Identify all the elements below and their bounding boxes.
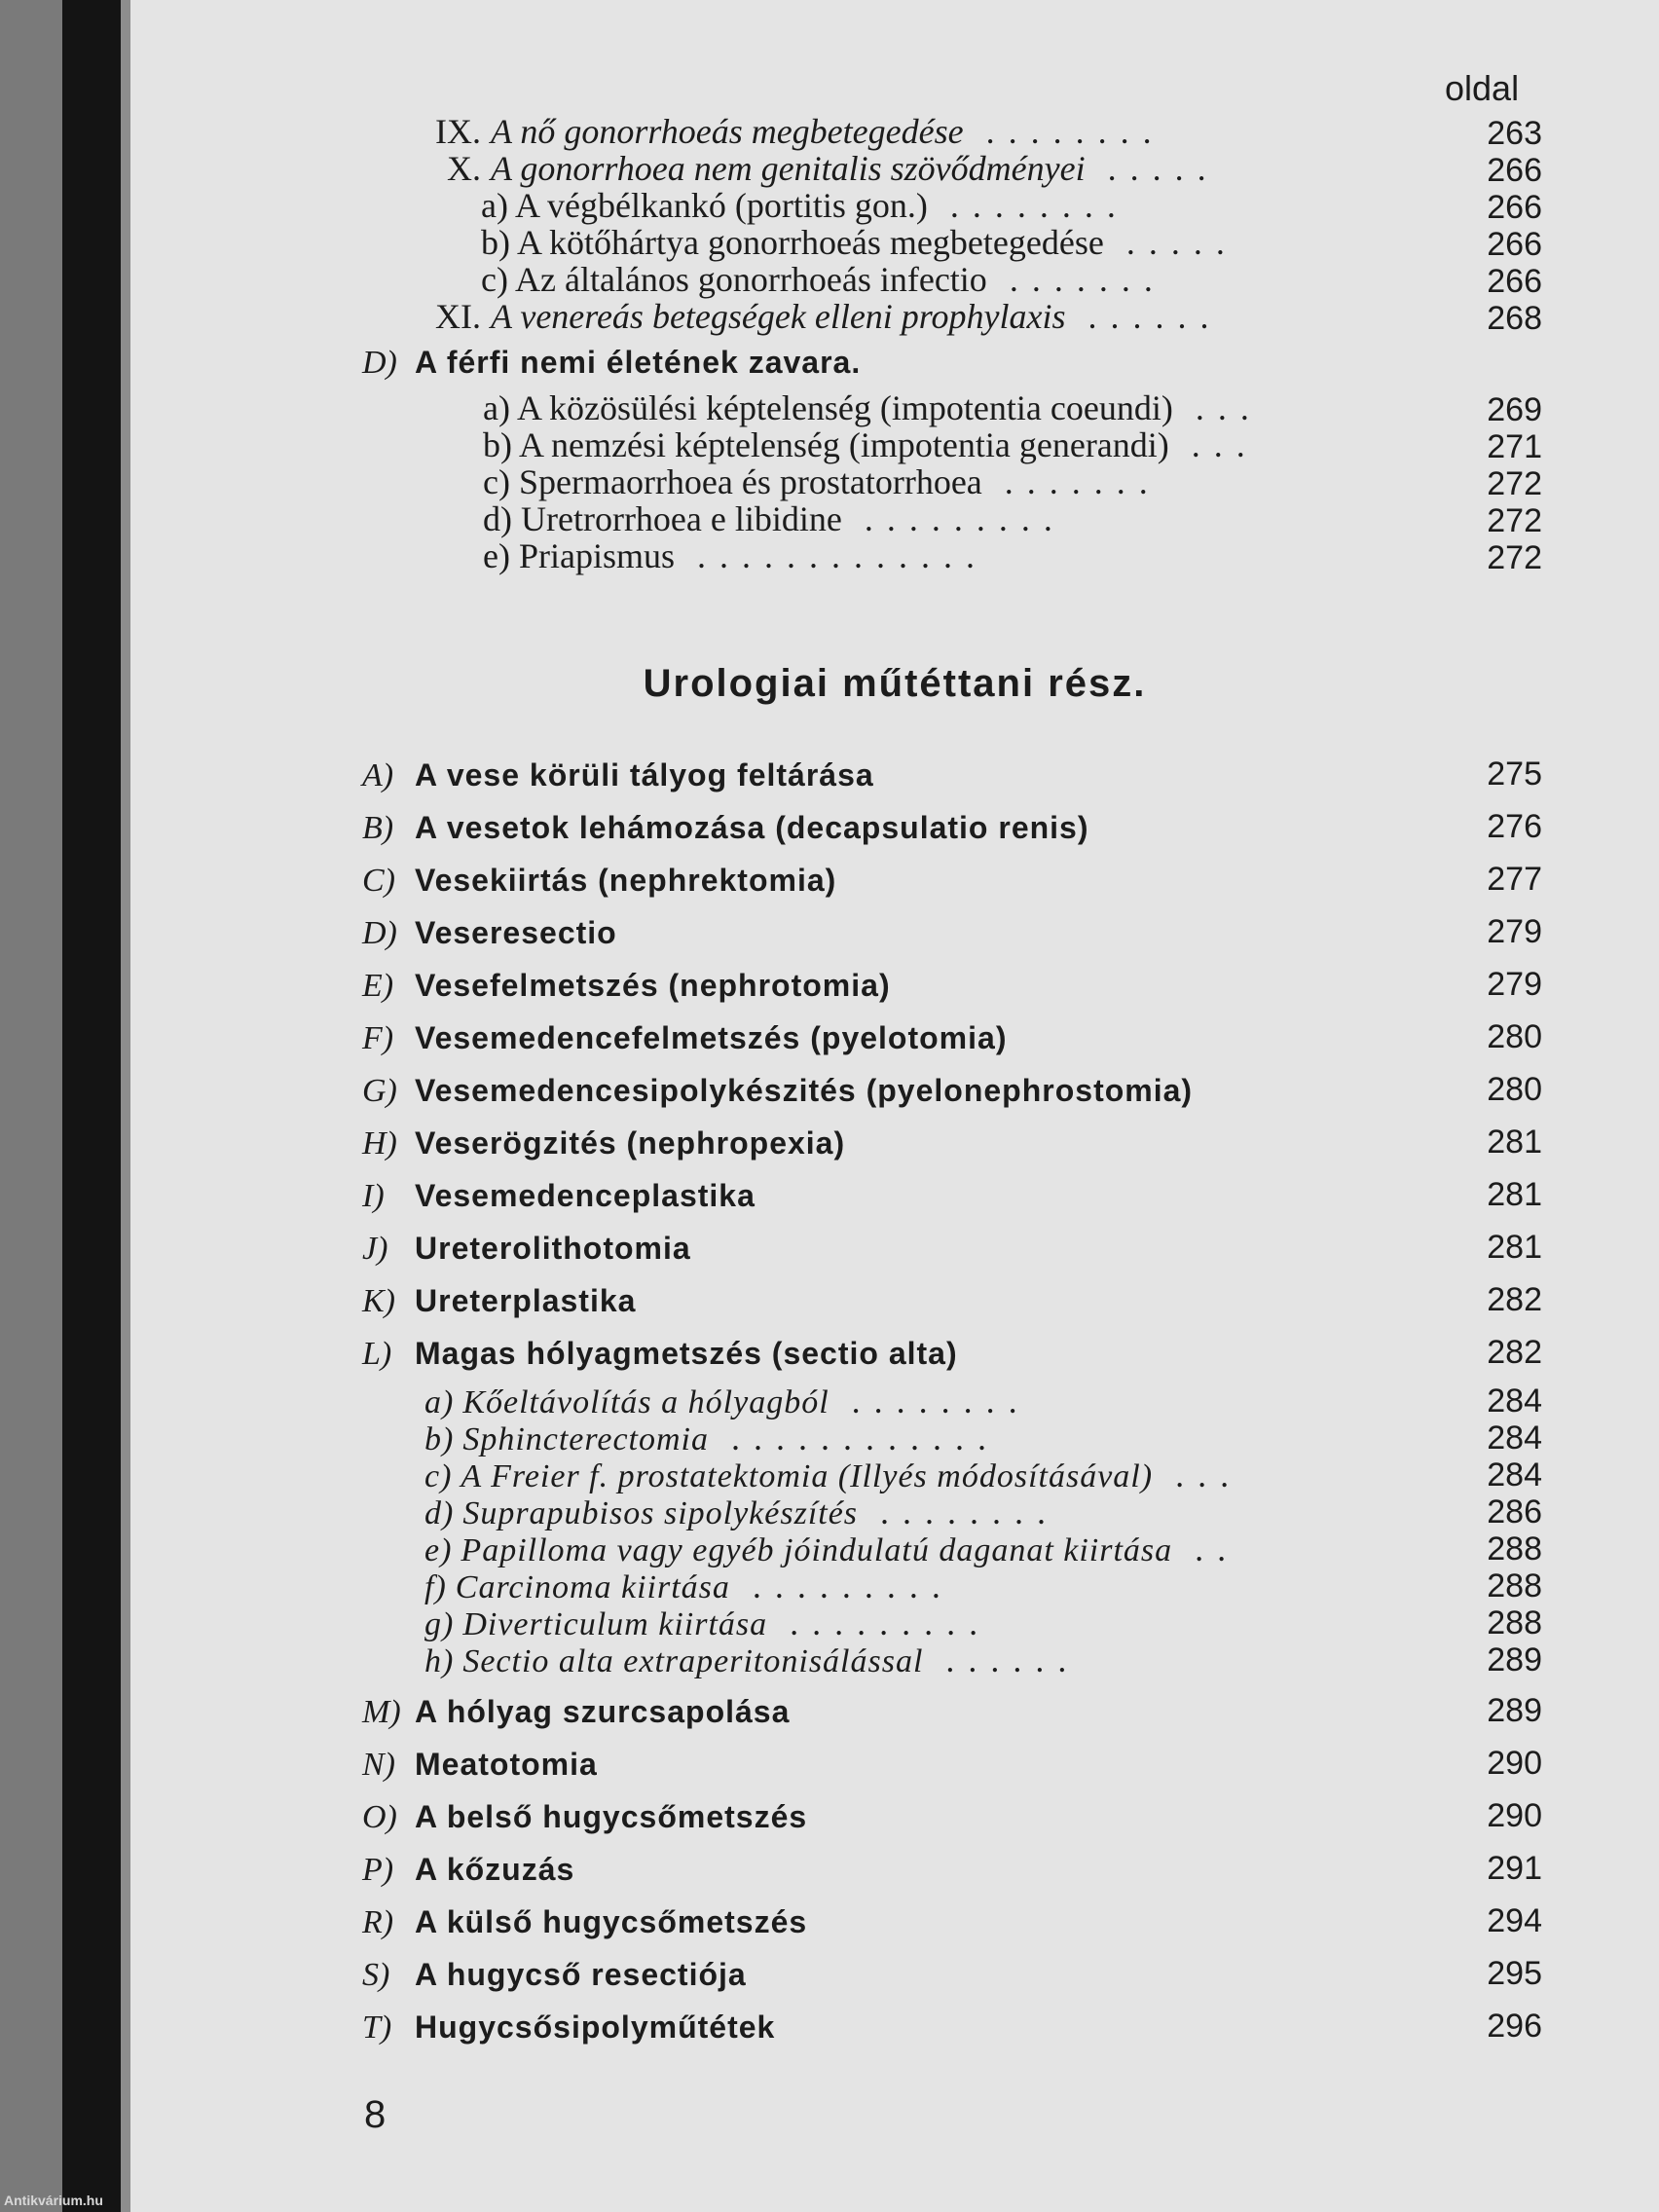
page-ref: 289 xyxy=(1487,1692,1542,1729)
page-ref: 279 xyxy=(1487,913,1542,950)
toc-entry: d) Suprapubisos sipolykészítés ........ xyxy=(424,1493,1060,1531)
page-ref: 277 xyxy=(1487,861,1542,898)
toc-entry: c) A Freier f. prostatektomia (Illyés módosításával) ... xyxy=(424,1456,1243,1494)
page-ref: 284 xyxy=(1487,1419,1542,1456)
toc-entry: e) Priapismus ............. xyxy=(483,536,988,575)
toc-entry: h) Sectio alta extraperitonisálással ...... xyxy=(424,1641,1081,1679)
page-ref: 288 xyxy=(1487,1604,1542,1641)
toc-entry: O) A belső hugycsőmetszés xyxy=(362,1799,808,1835)
page-ref: 284 xyxy=(1487,1456,1542,1493)
toc-entry: I) Vesemedenceplastika xyxy=(362,1178,756,1214)
page-ref: 291 xyxy=(1487,1850,1542,1887)
toc-entry: H) Veserögzités (nephropexia) xyxy=(362,1125,846,1161)
toc-entry: d) Uretrorrhoea e libidine ......... xyxy=(483,499,1066,538)
page-stack-edge xyxy=(0,0,62,2212)
page-ref: 286 xyxy=(1487,1493,1542,1530)
page-ref: 290 xyxy=(1487,1745,1542,1782)
toc-entry: R) A külső hugycsőmetszés xyxy=(362,1904,808,1940)
page-gutter xyxy=(121,0,130,2212)
page-ref: 288 xyxy=(1487,1567,1542,1604)
toc-entry: J) Ureterolithotomia xyxy=(362,1231,691,1267)
page-ref: 272 xyxy=(1487,539,1542,576)
toc-entry: b) A nemzési képtelenség (impotentia generandi) ... xyxy=(483,425,1259,464)
page-ref: 271 xyxy=(1487,428,1542,465)
page-ref: 280 xyxy=(1487,1071,1542,1108)
toc-entry: A) A vese körüli tályog feltárása xyxy=(362,757,874,793)
toc-entry: c) Spermaorrhoea és prostatorrhoea ....... xyxy=(483,462,1161,501)
page-ref: 272 xyxy=(1487,465,1542,502)
book-page xyxy=(130,0,1659,2212)
page-ref: 290 xyxy=(1487,1797,1542,1834)
page-ref: 272 xyxy=(1487,502,1542,539)
toc-entry: a) A végbélkankó (portitis gon.) ........ xyxy=(481,186,1129,225)
page-ref: 282 xyxy=(1487,1281,1542,1318)
toc-entry: N) Meatotomia xyxy=(362,1747,598,1783)
page-ref: 279 xyxy=(1487,966,1542,1003)
toc-entry: XI. A venereás betegségek elleni prophylaxis ...... xyxy=(435,297,1223,336)
toc-entry: L) Magas hólyagmetszés (sectio alta) xyxy=(362,1336,958,1372)
page-ref: 281 xyxy=(1487,1176,1542,1213)
toc-entry: S) A hugycső resectiója xyxy=(362,1957,747,1993)
page-ref: 281 xyxy=(1487,1124,1542,1161)
page-ref: 280 xyxy=(1487,1018,1542,1055)
page-ref: 284 xyxy=(1487,1382,1542,1419)
toc-entry: a) Kőeltávolítás a hólyagból ........ xyxy=(424,1382,1031,1420)
section-heading: Urologiai műtéttani rész. xyxy=(643,662,1147,705)
book-spine xyxy=(62,0,121,2212)
toc-entry: c) Az általános gonorrhoeás infectio ....... xyxy=(481,260,1166,299)
page-ref: 266 xyxy=(1487,263,1542,300)
toc-entry: b) Sphincterectomia ............ xyxy=(424,1419,1000,1457)
toc-entry: B) A vesetok lehámozása (decapsulatio renis) xyxy=(362,810,1089,846)
toc-entry: a) A közösülési képtelenség (impotentia coeundi) ... xyxy=(483,388,1263,427)
oldal-label: oldal xyxy=(1445,68,1520,108)
page-number: 8 xyxy=(364,2093,387,2136)
toc-entry: X. A gonorrhoea nem genitalis szövődményei ..... xyxy=(447,149,1220,188)
page-ref: 269 xyxy=(1487,391,1542,428)
toc-entry: M) A hólyag szurcsapolása xyxy=(362,1694,791,1730)
toc-entry: F) Vesemedencefelmetszés (pyelotomia) xyxy=(362,1020,1008,1056)
page-ref: 288 xyxy=(1487,1530,1542,1567)
toc-entry: e) Papilloma vagy egyéb jóindulatú daganat kiirtása .. xyxy=(424,1530,1240,1568)
watermark: Antikvárium.hu xyxy=(4,2193,103,2208)
page-ref: 294 xyxy=(1487,1902,1542,1939)
page-ref: 263 xyxy=(1487,115,1542,152)
page-ref: 289 xyxy=(1487,1641,1542,1678)
toc-entry: b) A kötőhártya gonorrhoeás megbetegedése ..... xyxy=(481,223,1238,262)
toc-entry: IX. A nő gonorrhoeás megbetegedése ........ xyxy=(435,112,1165,151)
page-ref: 266 xyxy=(1487,152,1542,189)
toc-entry: g) Diverticulum kiirtása ......... xyxy=(424,1604,992,1642)
page-ref: 282 xyxy=(1487,1334,1542,1371)
section-d-heading: D) A férfi nemi életének zavara. xyxy=(362,345,862,381)
page-ref: 276 xyxy=(1487,808,1542,845)
page-ref: 295 xyxy=(1487,1955,1542,1992)
toc-entry: K) Ureterplastika xyxy=(362,1283,637,1319)
page-ref: 266 xyxy=(1487,226,1542,263)
toc-entry: C) Vesekiirtás (nephrektomia) xyxy=(362,863,837,899)
page-ref: 266 xyxy=(1487,189,1542,226)
toc-entry: T) Hugycsősipolyműtétek xyxy=(362,2009,776,2046)
page-ref: 281 xyxy=(1487,1229,1542,1266)
toc-entry: G) Vesemedencesipolykészités (pyelonephrostomia) xyxy=(362,1073,1194,1109)
toc-entry: P) A kőzuzás xyxy=(362,1852,575,1888)
page-ref: 268 xyxy=(1487,300,1542,337)
toc-entry: f) Carcinoma kiirtása ......... xyxy=(424,1567,954,1605)
toc-entry: D) Veseresectio xyxy=(362,915,617,951)
page-ref: 275 xyxy=(1487,756,1542,793)
page-ref: 296 xyxy=(1487,2008,1542,2045)
toc-entry: E) Vesefelmetszés (nephrotomia) xyxy=(362,968,891,1004)
